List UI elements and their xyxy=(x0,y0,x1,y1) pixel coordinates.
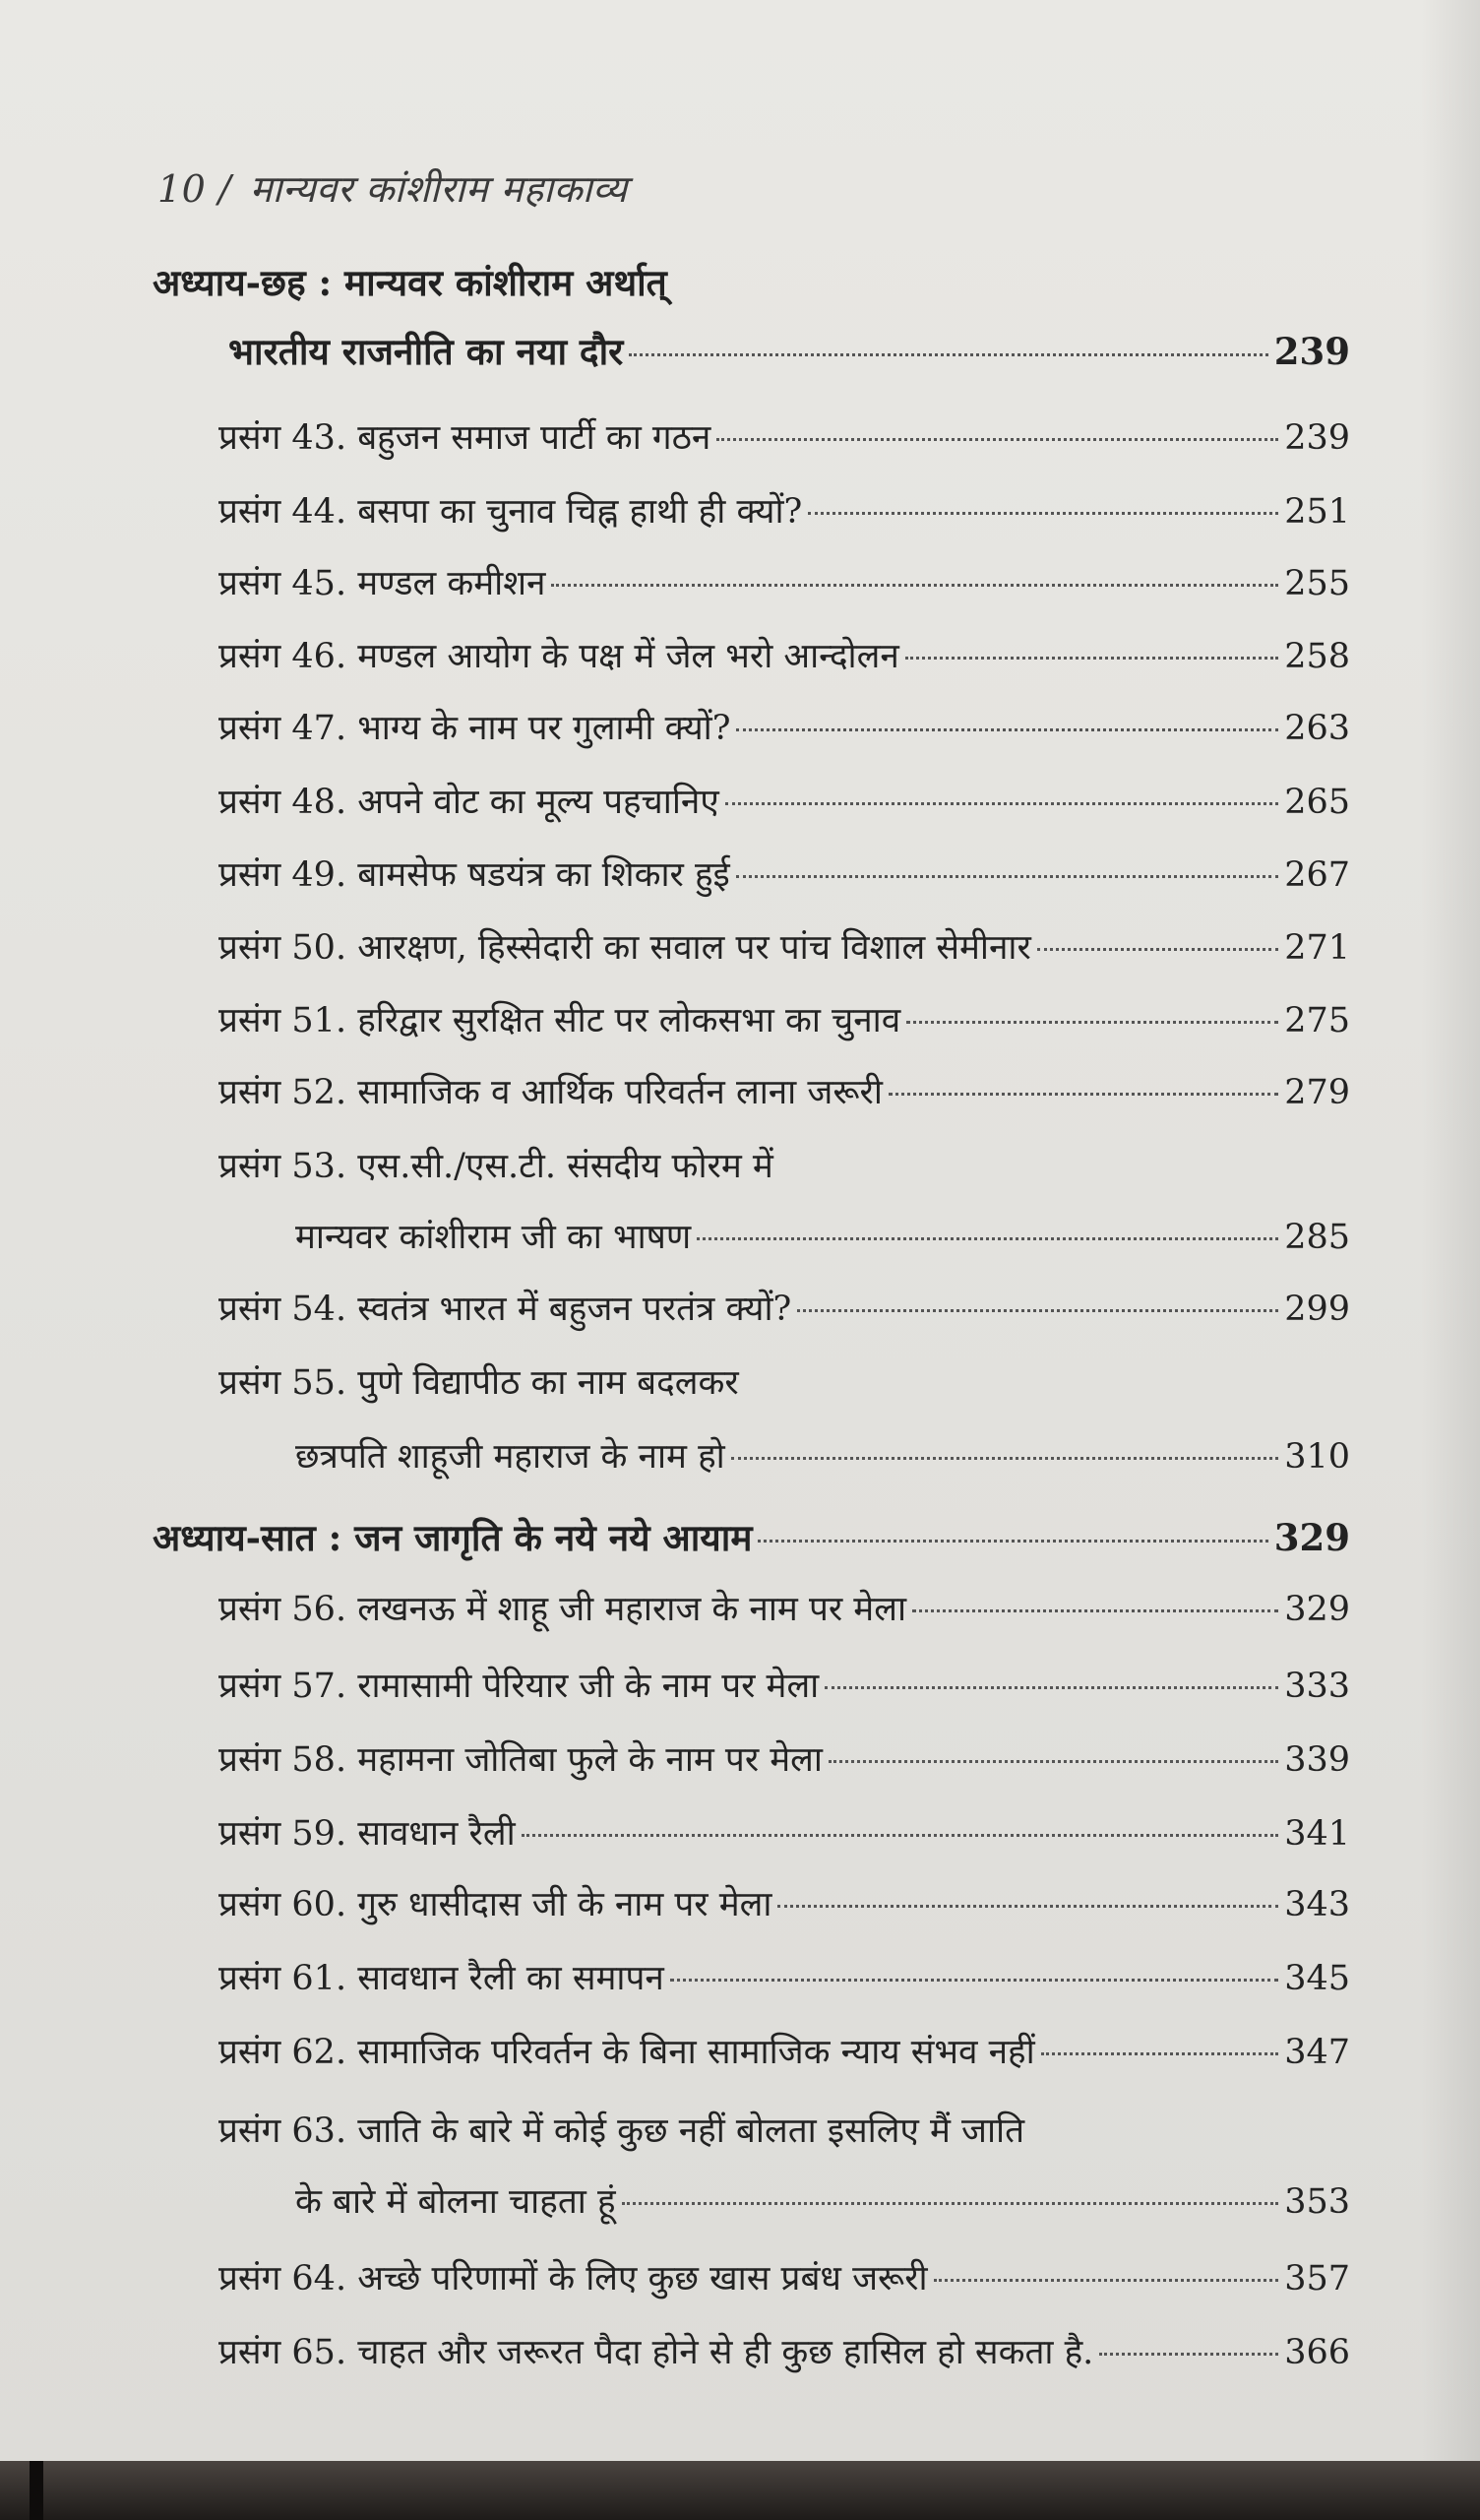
toc-label: प्रसंग 56. लखनऊ में शाहू जी महाराज के नाम पर मेला xyxy=(218,1590,907,1629)
toc-entry-row xyxy=(218,704,1350,750)
toc-page-number: 347 xyxy=(1284,2033,1350,2072)
toc-dot-leader xyxy=(934,2279,1279,2282)
toc-entry-row xyxy=(218,1285,1350,1331)
toc-label: प्रसंग 51. हरिद्वार सुरक्षित सीट पर लोकसभा का चुनाव xyxy=(218,1001,901,1040)
toc-entry-row xyxy=(218,2028,1350,2074)
toc-label: प्रसंग 65. चाहत और जरूरत पैदा होने से ही कुछ हासिल हो सकता है. xyxy=(218,2333,1094,2372)
toc-dot-leader xyxy=(912,1609,1278,1612)
toc-label: मान्यवर कांशीराम जी का भाषण xyxy=(295,1218,692,1257)
toc-page-number: 345 xyxy=(1284,1959,1350,1998)
book-binding-edge xyxy=(30,2461,43,2520)
toc-label: प्रसंग 63. जाति के बारे में कोई कुछ नहीं बोलता इसलिए मैं जाति xyxy=(218,2111,1025,2151)
toc-dot-leader xyxy=(777,1905,1278,1908)
toc-entry-row xyxy=(218,1142,773,1188)
toc-label: प्रसंग 46. मण्डल आयोग के पक्ष में जेल भरो आन्दोलन xyxy=(218,637,899,676)
toc-page-number: 271 xyxy=(1284,928,1350,968)
toc-dot-leader xyxy=(797,1309,1278,1312)
toc-dot-leader xyxy=(889,1093,1278,1096)
toc-label: के बारे में बोलना चाहता हूं xyxy=(295,2182,616,2222)
toc-label: प्रसंग 60. गुरु धासीदास जी के नाम पर मेला xyxy=(218,1885,772,1924)
toc-dot-leader xyxy=(629,353,1267,356)
toc-dot-leader xyxy=(736,875,1278,878)
toc-entry-row xyxy=(218,850,1350,897)
running-header-title: मान्यवर कांशीराम महाकाव्य xyxy=(249,167,628,211)
toc-chapter-row xyxy=(153,1511,1350,1561)
toc-entry-row xyxy=(218,1068,1350,1114)
toc-page-number: 299 xyxy=(1284,1290,1350,1329)
toc-label: प्रसंग 43. बहुजन समाज पार्टी का गठन xyxy=(218,418,711,458)
toc-label: प्रसंग 48. अपने वोट का मूल्य पहचानिए xyxy=(218,783,719,822)
toc-dot-leader xyxy=(736,728,1278,731)
toc-entry-row xyxy=(218,1585,1350,1631)
toc-label: अध्याय-छह : मान्यवर कांशीराम अर्थात् xyxy=(153,261,667,304)
toc-page-number: 366 xyxy=(1284,2333,1350,2372)
toc-dot-leader xyxy=(905,657,1278,660)
toc-entry-row xyxy=(218,923,1350,970)
toc-dot-leader xyxy=(808,512,1278,515)
toc-chapter-row xyxy=(228,325,1350,375)
toc-dot-leader xyxy=(731,1457,1278,1460)
toc-label: प्रसंग 45. मण्डल कमीशन xyxy=(218,564,546,603)
toc-label: प्रसंग 53. एस.सी./एस.टी. संसदीय फोरम में xyxy=(218,1147,773,1186)
toc-page-number: 341 xyxy=(1284,1814,1350,1854)
toc-dot-leader xyxy=(758,1540,1267,1543)
page-bottom-shadow xyxy=(0,2461,1480,2520)
toc-dot-leader xyxy=(716,438,1278,441)
toc-page-number: 329 xyxy=(1273,1516,1350,1559)
toc-page-number: 239 xyxy=(1273,330,1350,373)
toc-entry-row xyxy=(218,487,1350,534)
toc-label: प्रसंग 50. आरक्षण, हिस्सेदारी का सवाल पर पांच विशाल सेमीनार xyxy=(218,928,1031,968)
toc-page-number: 265 xyxy=(1284,783,1350,822)
toc-dot-leader xyxy=(829,1760,1278,1763)
toc-dot-leader xyxy=(906,1021,1278,1024)
toc-page-number: 353 xyxy=(1284,2182,1350,2222)
toc-entry-row xyxy=(218,1358,739,1405)
toc-entry-row xyxy=(218,2107,1024,2153)
toc-entry-row xyxy=(218,632,1350,678)
toc-entry-row xyxy=(218,1662,1350,1708)
toc-label: प्रसंग 49. बामसेफ षडयंत्र का शिकार हुई xyxy=(218,855,730,895)
toc-page-number: 263 xyxy=(1284,709,1350,748)
toc-page-number: 329 xyxy=(1284,1590,1350,1629)
toc-label: प्रसंग 44. बसपा का चुनाव चिह्न हाथी ही क्यों? xyxy=(218,492,803,532)
toc-dot-leader xyxy=(551,584,1278,587)
toc-label: प्रसंग 62. सामाजिक परिवर्तन के बिना सामाजिक न्याय संभव नहीं xyxy=(218,2033,1035,2072)
toc-entry-row xyxy=(295,1213,1350,1259)
toc-label: भारतीय राजनीति का नया दौर xyxy=(228,330,624,373)
toc-label: प्रसंग 61. सावधान रैली का समापन xyxy=(218,1959,664,1998)
toc-entry-row xyxy=(218,1954,1350,2000)
toc-page-number: 251 xyxy=(1284,492,1350,532)
toc-dot-leader xyxy=(1099,2353,1278,2356)
toc-dot-leader xyxy=(522,1834,1279,1837)
toc-label: प्रसंग 59. सावधान रैली xyxy=(218,1814,516,1854)
toc-entry-row xyxy=(218,996,1350,1042)
toc-dot-leader xyxy=(1037,948,1278,951)
toc-dot-leader xyxy=(622,2202,1279,2205)
toc-entry-row xyxy=(218,2328,1350,2374)
toc-page-number: 275 xyxy=(1284,1001,1350,1040)
toc-page-number: 357 xyxy=(1284,2259,1350,2299)
toc-page-number: 333 xyxy=(1284,1667,1350,1706)
toc-entry-row xyxy=(218,413,1350,460)
toc-page-number: 310 xyxy=(1284,1437,1350,1477)
toc-entry-row xyxy=(218,1809,1350,1856)
toc-entry-row xyxy=(295,2177,1350,2224)
toc-dot-leader xyxy=(670,1979,1278,1982)
toc-label: प्रसंग 52. सामाजिक व आर्थिक परिवर्तन लाना जरूरी xyxy=(218,1073,883,1112)
toc-page-number: 279 xyxy=(1284,1073,1350,1112)
toc-page-number: 239 xyxy=(1284,418,1350,458)
toc-entry-row xyxy=(218,559,1350,605)
toc-dot-leader xyxy=(725,802,1279,805)
toc-page-number: 339 xyxy=(1284,1740,1350,1780)
toc-dot-leader xyxy=(825,1686,1278,1689)
toc-label: अध्याय-सात : जन जागृति के नये नये आयाम xyxy=(153,1516,753,1559)
toc-entry-row xyxy=(218,778,1350,824)
toc-entry-row xyxy=(218,1880,1350,1926)
toc-label: प्रसंग 47. भाग्य के नाम पर गुलामी क्यों? xyxy=(218,709,731,748)
toc-entry-row xyxy=(295,1432,1350,1479)
toc-page-number: 255 xyxy=(1284,564,1350,603)
toc-page-number: 343 xyxy=(1284,1885,1350,1924)
toc-page-number: 267 xyxy=(1284,855,1350,895)
toc-label: प्रसंग 55. पुणे विद्यापीठ का नाम बदलकर xyxy=(218,1363,739,1403)
toc-dot-leader xyxy=(697,1237,1278,1240)
toc-label: प्रसंग 54. स्वतंत्र भारत में बहुजन परतंत्र क्यों? xyxy=(218,1290,792,1329)
running-header-page-number: 10 / xyxy=(157,167,232,211)
toc-label: प्रसंग 58. महामना जोतिबा फुले के नाम पर मेला xyxy=(218,1740,823,1780)
toc-page-number: 285 xyxy=(1284,1218,1350,1257)
toc-label: प्रसंग 64. अच्छे परिणामों के लिए कुछ खास प्रबंध जरूरी xyxy=(218,2259,928,2299)
toc-label: छत्रपति शाहूजी महाराज के नाम हो xyxy=(295,1437,725,1477)
toc-entry-row xyxy=(218,2254,1350,2300)
toc-entry-row xyxy=(218,1735,1350,1782)
toc-page-number: 258 xyxy=(1284,637,1350,676)
toc-chapter-row xyxy=(153,256,667,306)
toc-dot-leader xyxy=(1041,2052,1279,2055)
toc-label: प्रसंग 57. रामासामी पेरियार जी के नाम पर मेला xyxy=(218,1667,820,1706)
